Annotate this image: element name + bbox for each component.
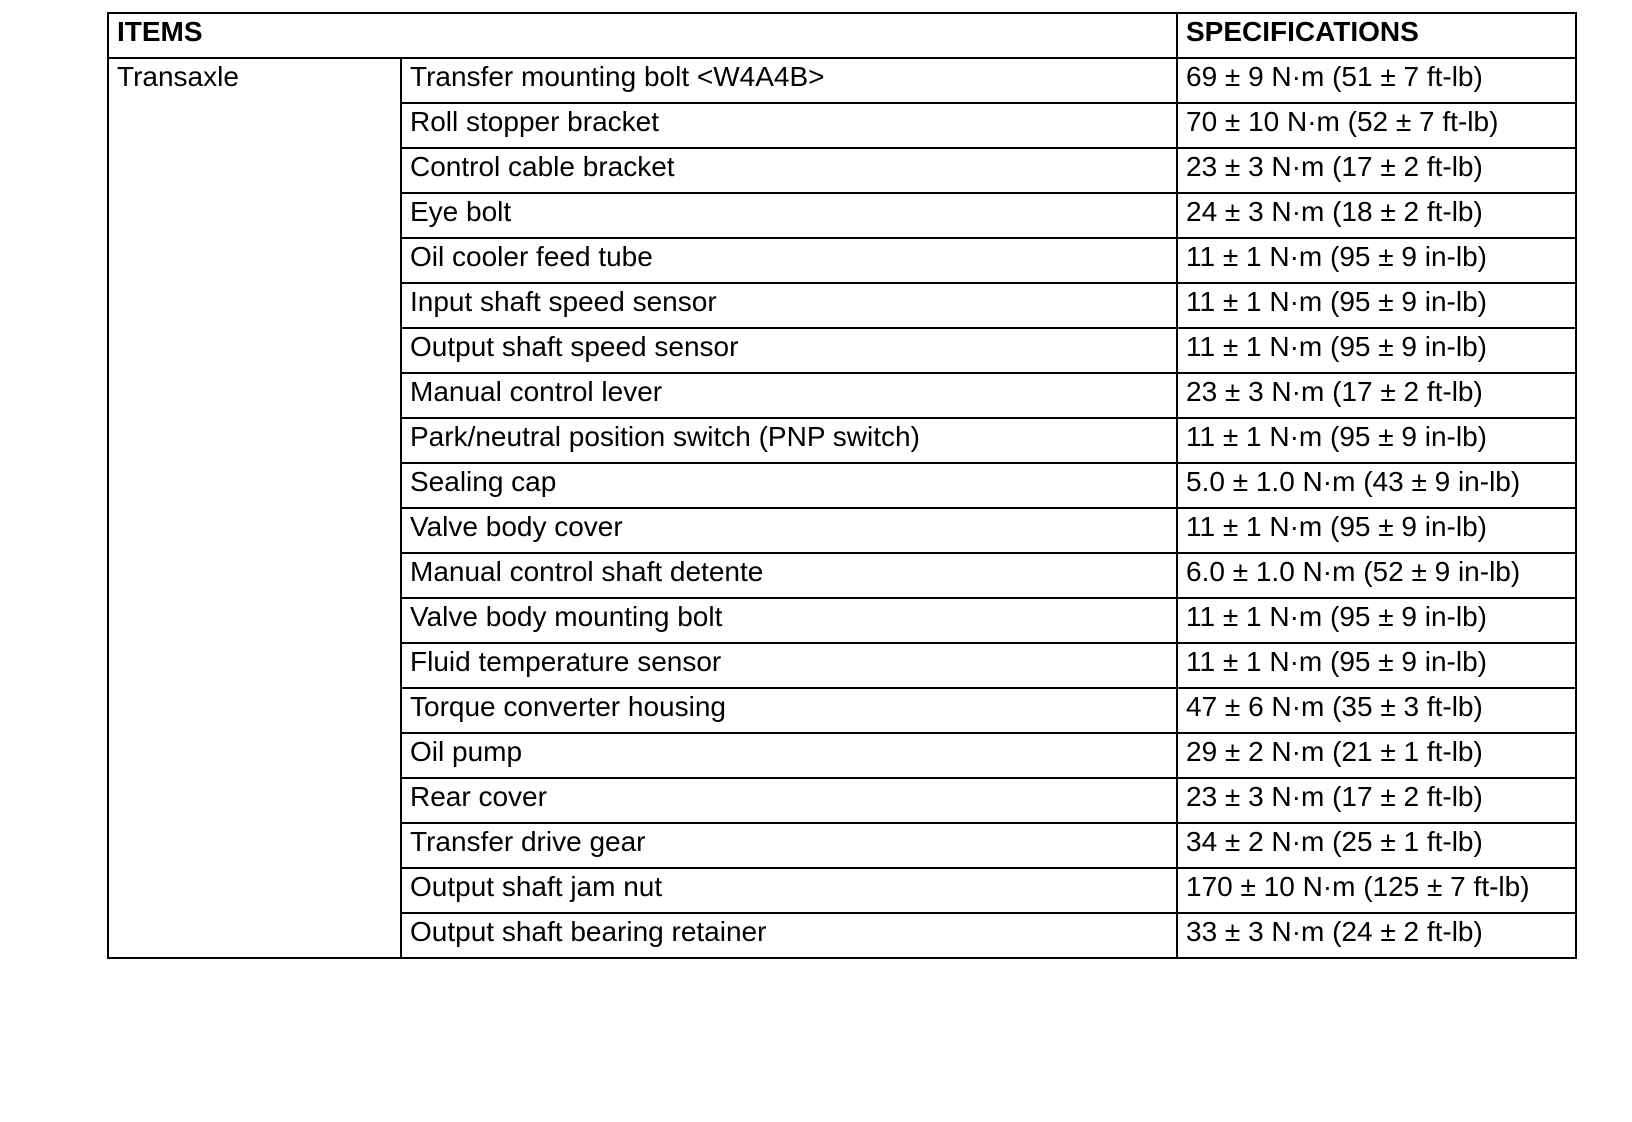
table-row xyxy=(108,58,1576,103)
item-cell xyxy=(401,553,1177,598)
spec-cell xyxy=(1177,328,1576,373)
spec-value: 23 ± 3 N·m (17 ± 2 ft-lb) xyxy=(1186,376,1483,407)
item-label: Control cable bracket xyxy=(410,151,675,182)
item-cell xyxy=(401,58,1177,103)
item-label: Roll stopper bracket xyxy=(410,106,660,137)
spec-cell xyxy=(1177,418,1576,463)
item-cell xyxy=(401,463,1177,508)
item-label: Input shaft speed sensor xyxy=(410,286,717,317)
spec-value: 69 ± 9 N·m (51 ± 7 ft-lb) xyxy=(1186,61,1483,92)
item-cell xyxy=(401,598,1177,643)
item-cell xyxy=(401,148,1177,193)
spec-cell xyxy=(1177,58,1576,103)
spec-cell xyxy=(1177,778,1576,823)
item-label: Park/neutral position switch (PNP switch) xyxy=(410,421,920,452)
item-label: Fluid temperature sensor xyxy=(410,646,722,677)
item-label: Oil cooler feed tube xyxy=(410,241,653,272)
item-cell xyxy=(401,418,1177,463)
spec-value: 23 ± 3 N·m (17 ± 2 ft-lb) xyxy=(1186,781,1483,812)
table-header-row xyxy=(108,13,1576,58)
specifications-column-header xyxy=(1177,13,1576,58)
spec-value: 170 ± 10 N·m (125 ± 7 ft-lb) xyxy=(1186,871,1530,902)
item-cell xyxy=(401,688,1177,733)
item-label: Transfer drive gear xyxy=(410,826,646,857)
item-label: Sealing cap xyxy=(410,466,557,497)
group-cell xyxy=(108,58,401,958)
spec-cell xyxy=(1177,643,1576,688)
item-cell xyxy=(401,283,1177,328)
item-cell xyxy=(401,913,1177,958)
spec-cell xyxy=(1177,283,1576,328)
spec-cell xyxy=(1177,823,1576,868)
spec-value: 11 ± 1 N·m (95 ± 9 in-lb) xyxy=(1186,646,1487,677)
item-cell xyxy=(401,103,1177,148)
item-label: Valve body cover xyxy=(410,511,623,542)
spec-cell xyxy=(1177,913,1576,958)
item-cell xyxy=(401,328,1177,373)
spec-value: 33 ± 3 N·m (24 ± 2 ft-lb) xyxy=(1186,916,1483,947)
item-label: Output shaft speed sensor xyxy=(410,331,739,362)
spec-value: 29 ± 2 N·m (21 ± 1 ft-lb) xyxy=(1186,736,1483,767)
spec-value: 11 ± 1 N·m (95 ± 9 in-lb) xyxy=(1186,241,1487,272)
spec-value: 34 ± 2 N·m (25 ± 1 ft-lb) xyxy=(1186,826,1483,857)
item-cell xyxy=(401,643,1177,688)
spec-cell xyxy=(1177,148,1576,193)
spec-value: 70 ± 10 N·m (52 ± 7 ft-lb) xyxy=(1186,106,1499,137)
item-label: Oil pump xyxy=(410,736,523,767)
spec-cell xyxy=(1177,598,1576,643)
item-label: Output shaft jam nut xyxy=(410,871,663,902)
spec-cell xyxy=(1177,733,1576,778)
items-column-header xyxy=(108,13,1177,58)
spec-value: 11 ± 1 N·m (95 ± 9 in-lb) xyxy=(1186,331,1487,362)
item-label: Eye bolt xyxy=(410,196,512,227)
item-cell xyxy=(401,373,1177,418)
spec-value: 11 ± 1 N·m (95 ± 9 in-lb) xyxy=(1186,511,1487,542)
spec-cell xyxy=(1177,688,1576,733)
spec-cell xyxy=(1177,868,1576,913)
specifications-header-label: SPECIFICATIONS xyxy=(1186,16,1419,47)
item-cell xyxy=(401,778,1177,823)
spec-cell xyxy=(1177,463,1576,508)
item-cell xyxy=(401,238,1177,283)
torque-spec-table xyxy=(107,12,1577,959)
spec-cell xyxy=(1177,193,1576,238)
spec-value: 47 ± 6 N·m (35 ± 3 ft-lb) xyxy=(1186,691,1483,722)
spec-cell xyxy=(1177,373,1576,418)
spec-cell xyxy=(1177,238,1576,283)
item-label: Valve body mounting bolt xyxy=(410,601,723,632)
item-cell xyxy=(401,823,1177,868)
spec-value: 11 ± 1 N·m (95 ± 9 in-lb) xyxy=(1186,286,1487,317)
spec-value: 24 ± 3 N·m (18 ± 2 ft-lb) xyxy=(1186,196,1483,227)
item-label: Manual control lever xyxy=(410,376,663,407)
item-label: Output shaft bearing retainer xyxy=(410,916,767,947)
table-body xyxy=(108,58,1576,958)
spec-value: 11 ± 1 N·m (95 ± 9 in-lb) xyxy=(1186,601,1487,632)
item-cell xyxy=(401,508,1177,553)
spec-value: 5.0 ± 1.0 N·m (43 ± 9 in-lb) xyxy=(1186,466,1521,497)
item-cell xyxy=(401,733,1177,778)
item-label: Manual control shaft detente xyxy=(410,556,764,587)
group-label: Transaxle xyxy=(117,61,239,92)
spec-value: 23 ± 3 N·m (17 ± 2 ft-lb) xyxy=(1186,151,1483,182)
spec-cell xyxy=(1177,553,1576,598)
items-header-label: ITEMS xyxy=(117,16,203,47)
item-cell xyxy=(401,868,1177,913)
spec-value: 11 ± 1 N·m (95 ± 9 in-lb) xyxy=(1186,421,1487,452)
spec-cell xyxy=(1177,508,1576,553)
item-label: Torque converter housing xyxy=(410,691,726,722)
spec-cell xyxy=(1177,103,1576,148)
item-label: Rear cover xyxy=(410,781,547,812)
item-cell xyxy=(401,193,1177,238)
spec-value: 6.0 ± 1.0 N·m (52 ± 9 in-lb) xyxy=(1186,556,1521,587)
item-label: Transfer mounting bolt <W4A4B> xyxy=(410,61,825,92)
